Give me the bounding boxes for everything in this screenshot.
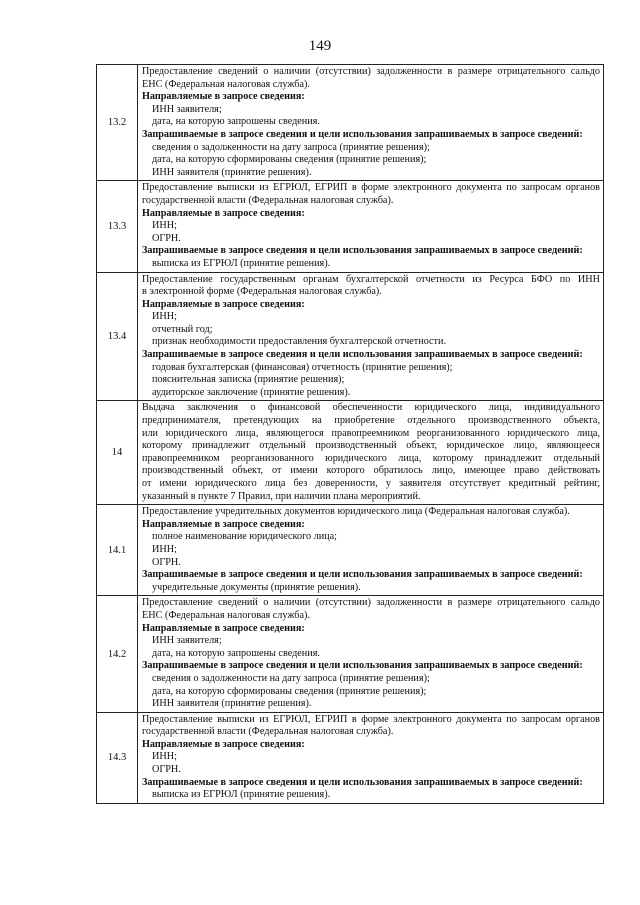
description-line: от имени юридического лица без доверенности, у заявителя отсутствует кредитный рейтинг,	[142, 478, 600, 489]
list-item: ИНН;	[152, 311, 177, 323]
list-item: ИНН заявителя (принятие решения).	[152, 166, 312, 178]
table-row	[97, 272, 604, 401]
list-item: выписка из ЕГРЮЛ (принятие решения).	[152, 789, 331, 801]
table-body	[97, 65, 604, 804]
list-item: ОГРН.	[152, 232, 181, 244]
row-content	[138, 596, 604, 712]
section-heading: Направляемые в запросе сведения:	[142, 298, 305, 310]
row-content	[138, 712, 604, 803]
list-item: полное наименование юридического лица;	[152, 531, 337, 543]
table-row	[97, 181, 604, 272]
list-item: ОГРН.	[152, 556, 181, 568]
list-item: дата, на которую сформированы сведения (принятие решения);	[152, 685, 427, 697]
list-item: ИНН;	[152, 543, 177, 555]
description-line: которому принадлежит отдельный производственный объект, юридическое лицо, являющееся	[142, 440, 600, 452]
description-line: Предоставление государственным органам бухгалтерской отчетности из Ресурса БФО по ИНН	[142, 273, 600, 285]
section-heading: Направляемые в запросе сведения:	[142, 518, 305, 530]
section-heading: Запрашиваемые в запросе сведения и цели использования запрашиваемых в запросе сведений:	[142, 349, 583, 361]
list-item: дата, на которую запрошены сведения.	[152, 116, 320, 128]
table-row	[97, 596, 604, 712]
table-row	[97, 401, 604, 505]
description-line: Выдача заключения о финансовой обеспеченности юридического лица, индивидуального	[142, 402, 600, 414]
list-item: ИНН заявителя;	[152, 635, 222, 647]
list-item: ИНН;	[152, 220, 177, 232]
section-heading: Направляемые в запросе сведения:	[142, 91, 305, 103]
description-line: Предоставление сведений о наличии (отсутствии) задолженности в размере отрицательного сальдо	[142, 597, 600, 609]
row-number: 13.4	[97, 272, 138, 401]
list-item: годовая бухгалтерская (финансовая) отчетность (принятие решения);	[152, 361, 453, 373]
row-content	[138, 401, 604, 505]
list-item: отчетный год;	[152, 323, 213, 335]
row-number: 13.2	[97, 65, 138, 181]
text-line: в электронной форме (Федеральная налоговая служба).	[142, 286, 382, 298]
list-item: дата, на которую сформированы сведения (принятие решения);	[152, 154, 427, 166]
description-line: или юридического лица, являющегося правопреемником реорганизованного юридического лица,	[142, 427, 600, 439]
list-item: дата, на которую запрошены сведения.	[152, 647, 320, 659]
section-heading: Запрашиваемые в запросе сведения и цели использования запрашиваемых в запросе сведений:	[142, 245, 583, 257]
description-line: Предоставление выписки из ЕГРЮЛ, ЕГРИП в форме электронного документа по запросам органов	[142, 182, 600, 194]
row-number: 13.3	[97, 181, 138, 272]
text-line: ЕНС (Федеральная налоговая служба).	[142, 609, 310, 621]
list-item: сведения о задолженности на дату запроса (принятие решения);	[152, 141, 430, 153]
section-heading: Запрашиваемые в запросе сведения и цели использования запрашиваемых в запросе сведений:	[142, 128, 583, 140]
list-item: пояснительная записка (принятие решения);	[152, 374, 345, 386]
section-heading: Направляемые в запросе сведения:	[142, 207, 305, 219]
section-heading: Запрашиваемые в запросе сведения и цели использования запрашиваемых в запросе сведений:	[142, 660, 583, 672]
section-heading: Запрашиваемые в запросе сведения и цели использования запрашиваемых в запросе сведений:	[142, 569, 583, 581]
list-item: признак необходимости предоставления бухгалтерской отчетности.	[152, 336, 447, 348]
list-item: сведения о задолженности на дату запроса (принятие решения);	[152, 672, 430, 684]
text-line: указанный в пункте 7 Правил, при наличии плана мероприятий.	[142, 490, 421, 502]
description-line: предпринимателя, претендующих на приобретение отдельного производственного объекта,	[142, 415, 600, 427]
description-line: производственный объект, от имени которого обратилось лицо, имеющее право действовать	[142, 465, 600, 477]
row-content	[138, 505, 604, 596]
list-item: ИНН заявителя (принятие решения).	[152, 698, 312, 710]
row-number: 14.3	[97, 712, 138, 803]
section-heading: Запрашиваемые в запросе сведения и цели использования запрашиваемых в запросе сведений:	[142, 776, 583, 788]
table-row	[97, 65, 604, 181]
text-line: государственной власти (Федеральная налоговая служба).	[142, 726, 394, 738]
list-item: ОГРН.	[152, 764, 181, 776]
row-content	[138, 272, 604, 401]
row-number: 14.2	[97, 596, 138, 712]
list-item: ИНН заявителя;	[152, 103, 222, 115]
description-line: правопреемником реорганизованного юридического лица, которому принадлежит отдельный	[142, 452, 600, 464]
list-item: ИНН;	[152, 751, 177, 763]
row-number: 14.1	[97, 505, 138, 596]
text-line: государственной власти (Федеральная налоговая служба).	[142, 194, 394, 206]
table-row	[97, 505, 604, 596]
description-line: Предоставление выписки из ЕГРЮЛ, ЕГРИП в форме электронного документа по запросам органов	[142, 713, 600, 725]
row-content	[138, 65, 604, 181]
text-line: ЕНС (Федеральная налоговая служба).	[142, 78, 310, 90]
requirements-table	[96, 64, 604, 804]
table-row	[97, 712, 604, 803]
row-content	[138, 181, 604, 272]
list-item: выписка из ЕГРЮЛ (принятие решения).	[152, 257, 331, 269]
page-number: 149	[308, 38, 332, 54]
list-item: учредительные документы (принятие решения).	[152, 581, 361, 593]
list-item: аудиторское заключение (принятие решения).	[152, 386, 351, 398]
section-heading: Направляемые в запросе сведения:	[142, 622, 305, 634]
section-heading: Направляемые в запросе сведения:	[142, 738, 305, 750]
row-number: 14	[97, 401, 138, 505]
description-line: Предоставление сведений о наличии (отсутствии) задолженности в размере отрицательного сальдо	[142, 66, 600, 77]
text-line: Предоставление учредительных документов юридического лица (Федеральная налоговая служба).	[142, 506, 570, 518]
